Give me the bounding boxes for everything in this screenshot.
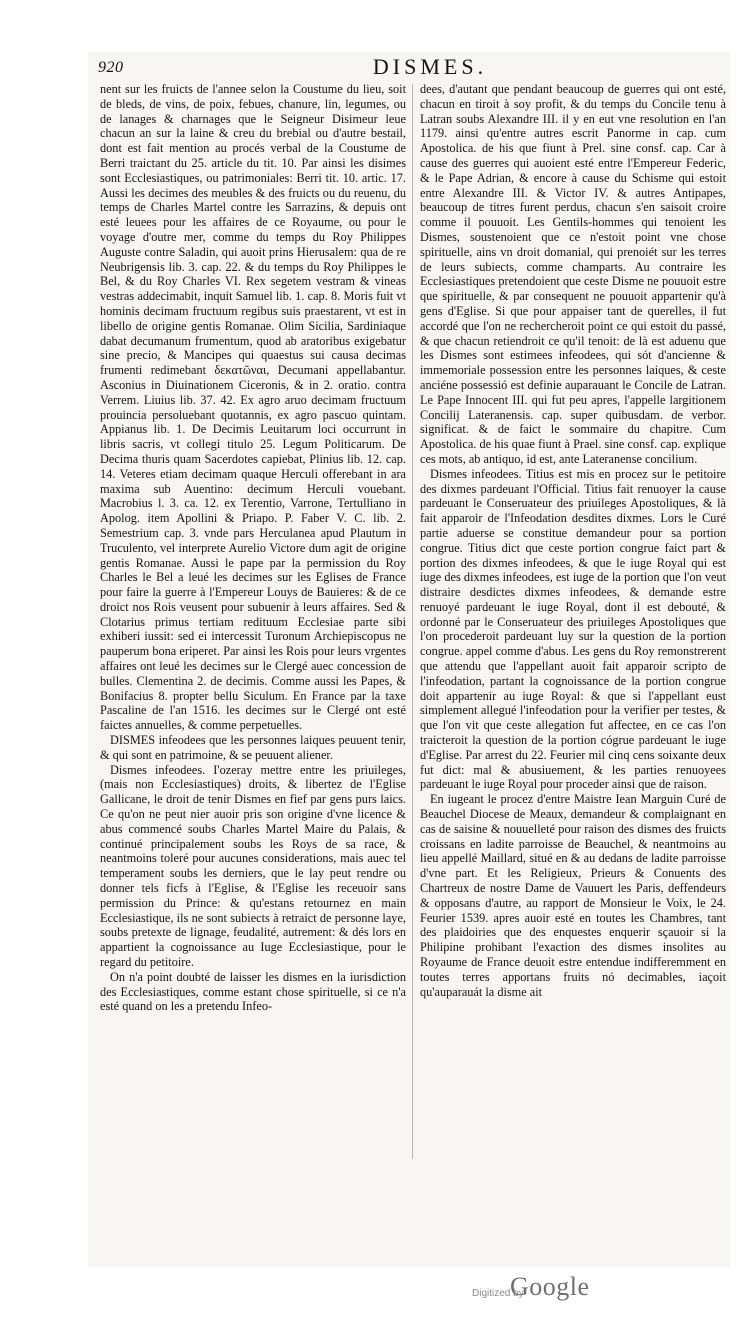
left-column: [100, 82, 406, 1142]
right-paragraph: Dismes infeodees. Titius est mis en procez sur le petitoire des dixmes pardeuant l'Official. Titius fait renuoyer la cause pardeuant le Conseruateur des priuileges Apostoliques, & là fait apparoir de l'Infeodation desdites dixmes. Lors le Curé partie aduerse se constitue demandeur pour sa portion congrue. Titius dict que ceste portion congrue faict part & portion des dixmes infeodees, & que le iuge Royal qui est iuge des dixmes infeodees, est iuge de la portion que l'on veut distraire desdictes dixmes infeodees, & demande estre renuoyé pardeuant le iuge Royal, dont il est debouté, & ordonné par le Conseruateur des priuileges Apostoliques que l'on procederoit pardeuant luy sur la question de la portion congrue. appel comme d'abus. Les gens du Roy remonstrerent que attendu que l'appellant auoit fait apparoir scripto de l'infeodation, partant la cognoissance de la portion congrue doit appartenir au iuge Royal: & que si l'appellant eust simplement allegué l'infeodation pour la verifier per testes, & que l'on vit que ceste allegation fut affectee, en ce cas l'on traicteroit la question de la portion cógrue pardeuant le iuge d'Eglise. Par arrest du 22. Feurier mil cinq cens soixante deux fut dict: mal & abusiuement, & les parties renuoyees pardeuant le iuge Royal pour proceder ainsi que de raison.: [420, 466, 726, 792]
page-number: 920: [98, 59, 124, 76]
google-logo: Google: [510, 1272, 590, 1301]
right-paragraph: En iugeant le procez d'entre Maistre Iean Marguin Curé de Beauchel Diocese de Meaux, demandeur & complaignant en cas de saisine & nouuelleté pour raison des dismes des fruicts croissans en ladite parroisse de Beauchel, & neantmoins au lieu appellé Maillard, situé en & au dedans de ladite parroisse d'vne part. Et les Religieux, Prieurs & Conuents des Chartreux de nostre Dame de Vauuert les Paris, deffendeurs & opposans d'autre, au rapport de Monsieur le Voix, le 24. Feurier 1539. apres auoir esté en toutes les Chambres, tant des plaidoiries que des enquestes enquerir sçauoir si la Philipine prohibant l'exaction des dismes insolites au Royaume de France deuoit estre entendue indifferemment en toutes terres apportans fruits nó decimables, iaçoit qu'auparauát la disme ait: [420, 792, 726, 999]
left-paragraph: nent sur les fruicts de l'annee selon la Coustume du lieu, soit de bleds, de vins, de poix, febues, chanure, lin, legumes, ou de lanages & charnages que le Seigneur Disimeur leue chacun an sur la laine & creu du brebial ou d'autre bestail, dont est fait mention au procés verbal de la Coustume de Berri traictant du 25. article du tit. 10. Par ainsi les disimes sont Ecclesiastiques, ou patrimoniales: Berri tit. 10. artic. 17. Aussi les decimes des meubles & des fruicts ou du reuenu, du temps de Charles Martel contre les Sarrazins, & depuis ont esté leuees pour les affaires de ce Royaume, ou pour le voyage d'outre mer, comme du temps du Roy Philippes Auguste contre Saladin, qui auoit prins Hierusalem: qua de re Neubrigensis lib. 3. cap. 22. & du temps du Roy Philippes le Bel, & du Roy Charles VI. Rex segetem vestram & vineas vestras addecimabit, inquit Samuel lib. 1. cap. 8. Moris fuit vt hominis decimam fructuum regibus suis praestarent, vt est in libello de origine gentis Romanae. Olim Sicilia, Sardiniaque dabat decumanum frumentum, quod ab aratoribus exigebatur sine precio, & Mancipes qui quaestus sui causa decimas frumenti redimebant δεκατῶναι, Decumani appellabantur. Asconius in Diuinationem Ciceronis, & in 2. oratio. contra Verrem. Liuius lib. 37. 42. Ex agro aruo decimam fructuum prouincia persoluebant quotannis, ex agro pascuo quintam. Appianus lib. 1. De Decimis Leuitarum loci occurrunt in libris sacris, vt collegi titulo 25. Legum Politicarum. De Decima thuris quam Sacerdotes capiebat, Plinius lib. 12. cap. 14. Veteres etiam decimam quaque Herculi offerebant in ara maxima sub Auentino: decimum Herculi vouebant. Macrobius l. 3. ca. 12. ex Terentio, Varrone, Tertulliano in Apolog. item Apollini & Priapo. P. Faber V. C. lib. 2. Semestrium cap. 3. vnde pars Herculanea apud Plautum in Truculento, vel interprete Aurelio Victore dum agit de origine gentis Romanae. Aussi le pape par la permission du Roy Charles le Bel a leué les decimes sur les Eglises de France pour faire la guerre à l'Empereur Louys de Bauieres: & de ce droict nos Rois veusent pour subuenir à leurs affaires. Sed & Clotarius primus tertiam redituum Ecclesiae parte sibi exhiberi iussit: sed ei intercessit Turonum Archiepiscopus ne pauperum bona eriperet. Par ainsi les Rois pour leurs vrgentes affaires ont leué les decimes sur le Clergé auec concession de bulles. Clementina 2. de decimis. Comme aussi les Papes, & Bonifacius 8. propter bellu Siculum. En France par la taxe Pascaline de l'an 1516. les decimes sur le Clergé ont esté faictes annuelles, & comme perpetuelles.: [100, 82, 406, 733]
column-divider: [412, 84, 413, 1159]
left-paragraph: On n'a point doubté de laisser les dismes en la iurisdiction des Ecclesiastiques, comme estant chose spirituelle, si ce n'a esté quand on les a pretendu Infeo-: [100, 969, 406, 1014]
left-paragraph: DISMES infeodees que les personnes laiques peuuent tenir, & qui sont en patrimoine, & se peuuent aliener.: [100, 733, 406, 762]
left-paragraph: Dismes infeodees. I'ozeray mettre entre les priuileges, (mais non Ecclesiastiques) droits, & libertez de l'Eglise Gallicane, le droit de tenir Dismes en fief par gens purs laics. Ce qu'on ne peut nier auoir pris son origine d'vne licence & abus commencé soubs Charles Martel Maire du Palais, & continué principalement soubs les Roys de sa race, & neantmoins toleré pour aucunes considerations, mais auec tel temperament soubs les derniers, que le lay peut rendre ou donner tels ficfs à l'Eglise, & l'Eglise les receuoir sans permission du Prince: & qu'estans retournez en main Ecclesiastique, ils ne sont subiects à retraict de personne laye, soubs pretexte de lignage, feudalité, autrement: & dés lors en appartient la cognoissance au Iuge Ecclesiastique, pour le regard du petitoire.: [100, 762, 406, 970]
right-column: [420, 82, 726, 1142]
running-head: DISMES.: [372, 54, 488, 79]
digitized-footer: [472, 1272, 612, 1302]
digitized-by-label: Digitized by: [472, 1288, 524, 1299]
right-paragraph: dees, d'autant que pendant beaucoup de guerres qui ont esté, chacun en tiroit à soy profit, & du temps du Concile tenu à Latran soubs Alexandre III. il y en eut vne resolution en l'an 1179. ainsi qu'entre autres escrit Panorme in cap. cum Apostolica. de his que fiunt à Prel. sine consf. cap. Car à cause des guerres qui auoient esté entre l'Empereur Federic, & le Pape Adrian, & encore à cause du Schisme qui estoit entre Alexandre III. & Victor IV. & autres Antipapes, beaucoup de titres furent perdus, chacun s'en saisoit croire comme il pouuoit. Les Gentils-hommes qui tenoient les Dismes, soustenoient que ce n'estoit point vne chose spirituelle, ains vn droit domanial, qui prenoiét sur les terres de leurs subiects, comme champarts. Au contraire les Ecclesiastiques pretendoient que ceste Disme ne pouuoit estre que spirituelle, & par consequent ne pouuoit appartenir qu'à gens d'Eglise. Si que pour appaiser tant de querelles, il fut accordé que l'on ne rechercheroit point ce qui estoit du passé, & que chacun retiendroit ce qu'il tenoit: de là est aduenu que les Dismes sont estimees infeodees, qui sót d'ancienne & immemoriale possession entre les personnes laiques, & ceste anciéne possessió est definie auparauant le Concile de Latran. Le Pape Innocent III. qui fut peu apres, l'appelle largitionem Concilij Lateranensis. cap. super quibusdam. de verbor. significat. & de faict le sommaire du chapitre. Cum Apostolica. de his quae fiunt à Prael. sine consf. cap. explique ces mots, ab antiquo, id est, ante Lateranense concilium.: [420, 82, 726, 466]
